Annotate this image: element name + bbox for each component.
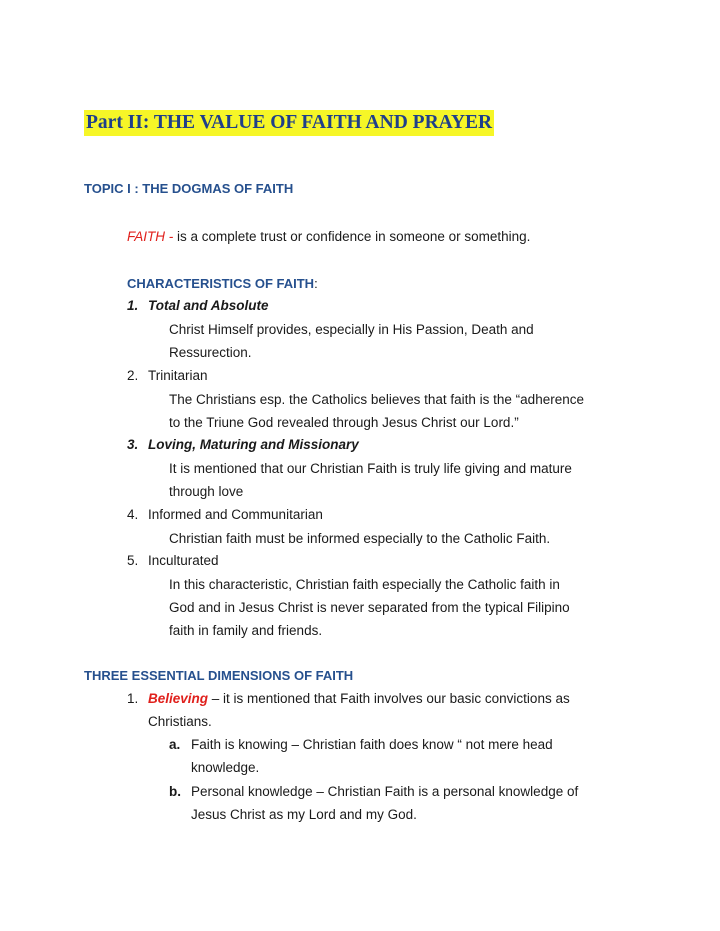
subitem-b-letter: b. (169, 784, 181, 799)
characteristics-heading (127, 276, 318, 291)
subitem-a-line-2: knowledge. (191, 760, 260, 775)
characteristic-1-line-2: Ressurection. (169, 345, 252, 360)
characteristics-heading-text: CHARACTERISTICS OF FAITH (127, 276, 315, 291)
characteristic-1-title: Total and Absolute (148, 298, 269, 313)
characteristics-heading-colon: : (314, 276, 318, 291)
characteristic-5-line-3: faith in family and friends. (169, 623, 323, 638)
characteristic-5-line-1: In this characteristic, Christian faith especially the Catholic faith in (169, 577, 560, 592)
dimension-1-number: 1. (127, 691, 139, 706)
characteristic-4-line-1: Christian faith must be informed especially to the Catholic Faith. (169, 531, 551, 546)
faith-definition (127, 229, 530, 244)
characteristic-4-title: Informed and Communitarian (148, 507, 323, 522)
topic-title: TOPIC I : THE DOGMAS OF FAITH (84, 181, 294, 196)
subitem-b-line-2: Jesus Christ as my Lord and my God. (191, 807, 417, 822)
characteristic-1-line-1: Christ Himself provides, especially in His Passion, Death and (169, 322, 534, 337)
definition-text: is a complete trust or confidence in someone or something. (173, 229, 531, 244)
subitem-a-letter: a. (169, 737, 181, 752)
characteristic-2-line-2: to the Triune God revealed through Jesus Christ our Lord.” (169, 415, 519, 430)
characteristic-4-number: 4. (127, 507, 139, 522)
characteristic-2-title: Trinitarian (148, 368, 208, 383)
characteristic-2-line-1: The Christians esp. the Catholics believes that faith is the “adherence (169, 392, 584, 407)
characteristic-5-line-2: God and in Jesus Christ is never separated from the typical Filipino (169, 600, 570, 615)
dimension-1-continuation: Christians. (148, 714, 212, 729)
part-title: Part II: THE VALUE OF FAITH AND PRAYER (84, 110, 494, 136)
characteristic-3-title: Loving, Maturing and Missionary (148, 437, 359, 452)
dimension-1-term: Believing (148, 691, 209, 706)
dimension-1-text: – it is mentioned that Faith involves our basic convictions as (208, 691, 570, 706)
characteristic-3-line-1: It is mentioned that our Christian Faith is truly life giving and mature (169, 461, 572, 476)
dimension-1-line (148, 689, 570, 708)
subitem-a-line-1: Faith is knowing – Christian faith does know “ not mere head (191, 737, 553, 752)
characteristic-1-number: 1. (127, 298, 139, 313)
definition-term: FAITH - (127, 229, 174, 244)
characteristic-5-number: 5. (127, 553, 139, 568)
characteristic-2-number: 2. (127, 368, 139, 383)
subitem-b-line-1: Personal knowledge – Christian Faith is a personal knowledge of (191, 784, 579, 799)
characteristic-3-number: 3. (127, 437, 139, 452)
characteristic-3-line-2: through love (169, 484, 244, 499)
dimensions-heading: THREE ESSENTIAL DIMENSIONS OF FAITH (84, 668, 354, 683)
characteristic-5-title: Inculturated (148, 553, 219, 568)
